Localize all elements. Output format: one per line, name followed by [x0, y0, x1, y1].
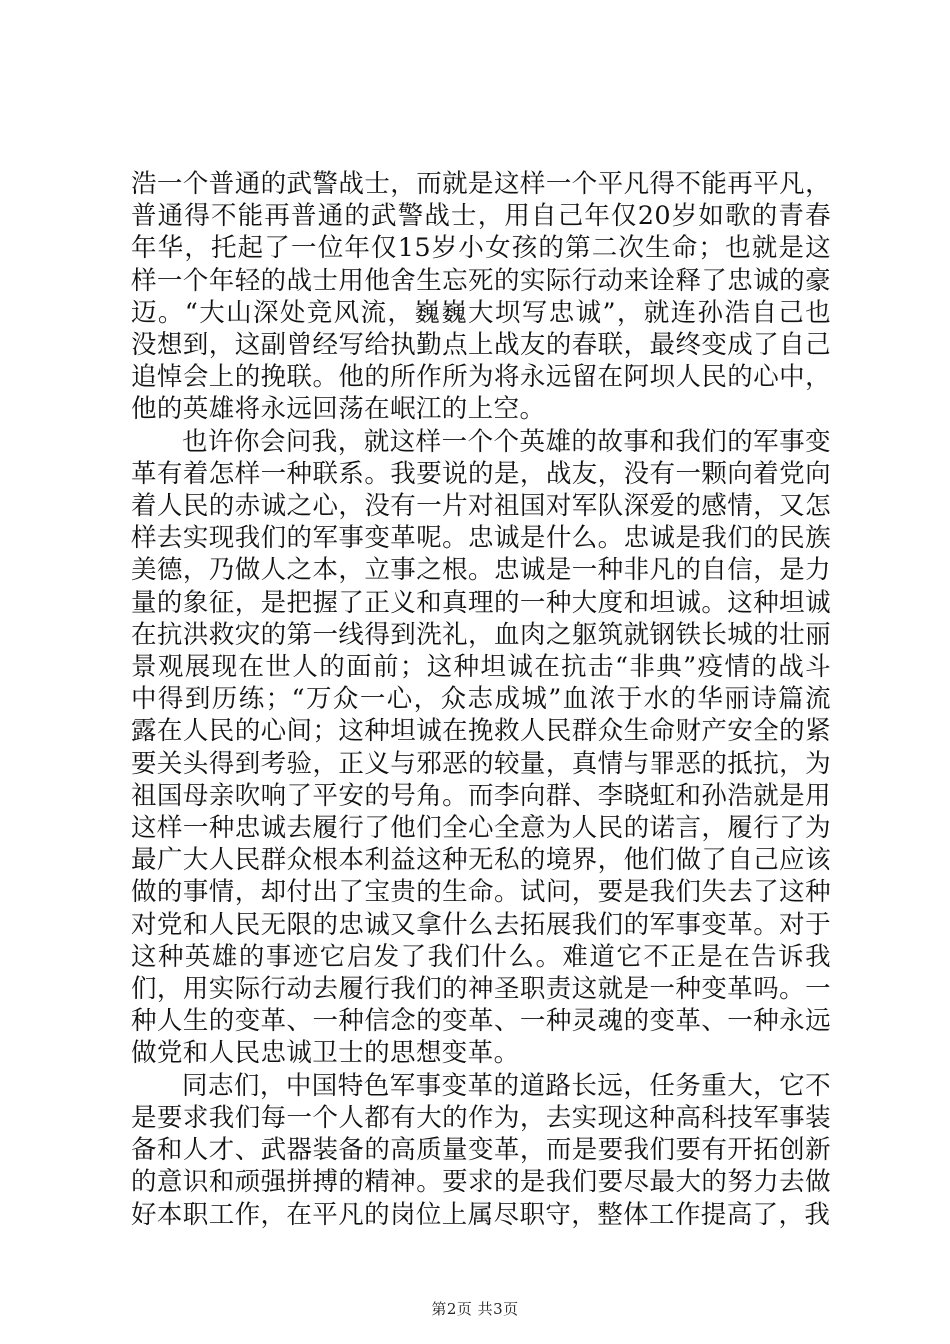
paragraph-3: 同志们，中国特色军事变革的道路长远，任务重大，它不是要求我们每一个人都有大的作为，去实现这种高科技军事装备和人才、武器装备的高质量变革，而是要我们要有开拓创新的意识和顽强拼搏的精神。要求的是我们要尽最大的努力去做好本职工作，在平凡的岗位上属尽职守，整体工作提高了，我	[131, 1070, 831, 1230]
paragraph-1: 浩一个普通的武警战士，而就是这样一个平凡得不能再平凡，普通得不能再普通的武警战士，用自己年仅20岁如歌的青春年华，托起了一位年仅15岁小女孩的第二次生命；也就是这样一个年轻的战士用他舍生忘死的实际行动来诠释了忠诚的豪迈。“大山深处竞风流，巍巍大坝写忠诚”，就连孙浩自己也没想到，这副曾经写给执勤点上战友的春联，最终变成了自己追悼会上的挽联。他的所作所为将永远留在阿坝人民的心中，他的英雄将永远回荡在岷江的上空。	[131, 169, 831, 425]
paragraph-2: 也许你会问我，就这样一个个英雄的故事和我们的军事变革有着怎样一种联系。我要说的是，战友，没有一颗向着党向着人民的赤诚之心，没有一片对祖国对军队深爱的感情，又怎样去实现我们的军事变革呢。忠诚是什么。忠诚是我们的民族美德，乃做人之本，立事之根。忠诚是一种非凡的自信，是力量的象征，是把握了正义和真理的一种大度和坦诚。这种坦诚在抗洪救灾的第一线得到洗礼，血肉之躯筑就钢铁长城的壮丽景观展现在世人的面前；这种坦诚在抗击“非典”疫情的战斗中得到历练；“万众一心，众志成城”血浓于水的华丽诗篇流露在人民的心间；这种坦诚在挽救人民群众生命财产安全的紧要关头得到考验，正义与邪恶的较量，真情与罪恶的抵抗，为祖国母亲吹响了平安的号角。而李向群、李晓虹和孙浩就是用这样一种忠诚去履行了他们全心全意为人民的诺言，履行了为最广大人民群众根本利益这种无私的境界，他们做了自己应该做的事情，却付出了宝贵的生命。试问，要是我们失去了这种对党和人民无限的忠诚又拿什么去拓展我们的军事变革。对于这种英雄的事迹它启发了我们什么。难道它不正是在告诉我们，用实际行动去履行我们的神圣职责这就是一种变革吗。一种人生的变革、一种信念的变革、一种灵魂的变革、一种永远做党和人民忠诚卫士的思想变革。	[131, 426, 831, 1069]
page-number-footer: 第2页 共3页	[431, 1300, 519, 1318]
document-body	[131, 168, 831, 1231]
